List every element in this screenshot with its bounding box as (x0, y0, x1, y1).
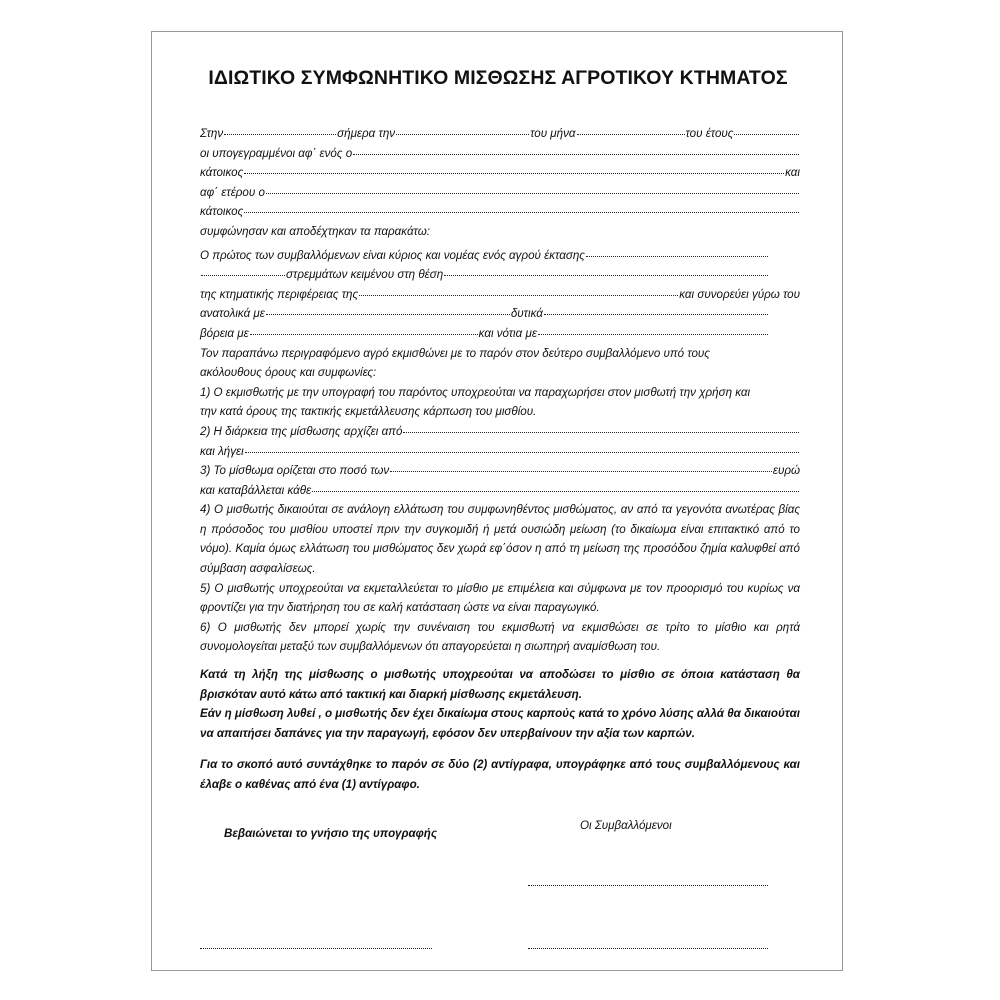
second-party-line: αφ΄ ετέρου ο (200, 183, 800, 203)
term-2-start-line: 2) Η διάρκεια της μίσθωσης αρχίζει από (200, 422, 800, 442)
property-area-line: Ο πρώτος των συμβαλλόμενων είναι κύριος και νομέας ενός αγρού έκτασης (200, 246, 800, 266)
first-residence-line: κάτοικος και (200, 166, 800, 180)
north-blank[interactable] (250, 333, 478, 335)
year-blank[interactable] (734, 133, 799, 135)
term-3-payment-line: και καταβάλλεται κάθε (200, 481, 800, 501)
payment-frequency-blank[interactable] (312, 490, 799, 492)
region-blank[interactable] (359, 294, 678, 296)
party-signature-line-2[interactable] (528, 947, 768, 949)
parties-label: Οι Συμβαλλόμενοι (580, 819, 672, 832)
document-title: ΙΔΙΩΤΙΚΟ ΣΥΜΦΩΝΗΤΙΚΟ ΜΙΣΘΩΣΗΣ ΑΓΡΟΤΙΚΟΥ ΚΤΗΜΑΤΟΣ (208, 67, 788, 89)
authenticity-label: Βεβαιώνεται το γνήσιο της υπογραφής (224, 827, 438, 840)
property-location-line: στρεμμάτων κειμένου στη θέση (200, 265, 800, 285)
agreement-line: συμφώνησαν και αποδέχτηκαν τα παρακάτω: (200, 224, 430, 238)
second-residence-blank[interactable] (244, 211, 799, 213)
stremmata-blank[interactable] (201, 274, 285, 276)
term-6: 6) Ο μισθωτής δεν μπορεί χωρίς την συνέναιση του εκμισθωτή να εκμισθώσει σε τρίτο το μίσθιο και ρητά συνομολογείται μεταξύ των συμβαλλόμενων ότι απαγορεύεται η σιωπηρή αναμίσθωση του. (200, 620, 800, 654)
term-1-line-1: 1) Ο εκμισθωτής με την υπογραφή του παρόντος υποχρεούται να παραχωρήσει στον μισθωτή την χρήση και (200, 385, 751, 399)
first-residence-blank[interactable] (244, 172, 784, 174)
area-blank[interactable] (586, 255, 768, 257)
term-3-amount-line: 3) Το μίσθωμα ορίζεται στο ποσό των ευρώ (200, 464, 800, 478)
south-blank[interactable] (538, 333, 768, 335)
west-blank[interactable] (544, 313, 768, 315)
start-date-blank[interactable] (403, 431, 799, 433)
authenticity-signature-line[interactable] (200, 947, 432, 949)
second-residence-line: κάτοικος (200, 202, 800, 222)
document-body (200, 124, 800, 795)
first-party-line: οι υπογεγραμμένοι αφ΄ ενός ο (200, 144, 800, 164)
east-blank[interactable] (266, 313, 510, 315)
closing-paragraph-1: Κατά τη λήξη της μίσθωσης ο μισθωτής υποχρεούται να αποδώσει το μίσθιο σε όποια κατάσταση θα βρισκόταν αυτό κάτω από τακτική και διαρκή μίσθωσης εκμετάλευση. (200, 668, 800, 701)
term-5: 5) Ο μισθωτής υποχρεούται να εκμεταλλεύεται το μίσθιο με επιμέλεια και σύμφωνα με τον προορισμό του κυρίως να φροντίζει για την διατήρηση του σε καλή κατάσταση ώστε να είναι παραγωγικό. (200, 581, 800, 615)
party-signature-line-1[interactable] (528, 884, 768, 886)
date-line: Στην σήμερα την του μήνα του έτους (200, 124, 800, 144)
closing-paragraph-3: Για το σκοπό αυτό συντάχθηκε το παρόν σε δύο (2) αντίγραφα, υπογράφηκε από τους συμβαλλόμενους και έλαβε ο καθένας από ένα (1) αντίγραφο. (200, 758, 800, 791)
location-blank[interactable] (444, 274, 768, 276)
day-blank[interactable] (396, 133, 529, 135)
property-region-line: της κτηματικής περιφέρειας της και συνορεύει γύρω του (200, 287, 800, 301)
first-party-blank[interactable] (353, 153, 799, 155)
terms-intro-1: Τον παραπάνω περιγραφόμενο αγρό εκμισθώνει με το παρόν στον δεύτερο συμβαλλόμενο υπό τους (200, 346, 710, 360)
end-date-blank[interactable] (245, 451, 799, 453)
terms-intro-2: ακόλουθους όρους και συμφωνίες: (200, 366, 377, 380)
east-west-line: ανατολικά με δυτικά (200, 304, 800, 324)
amount-blank[interactable] (390, 470, 772, 472)
closing-paragraph-2: Εάν η μίσθωση λυθεί , ο μισθωτής δεν έχει δικαίωμα στους καρπούς κατά το χρόνο λύσης αλλά θα δικαιούται να απαιτήσει δαπάνες για την παραγωγή, εφόσον δεν υπερβαίνουν την αξία των καρπών. (200, 707, 800, 740)
place-blank[interactable] (224, 133, 336, 135)
document-page (151, 31, 843, 971)
north-south-line: βόρεια με και νότια με (200, 324, 800, 344)
term-2-end-line: και λήγει (200, 442, 800, 462)
term-4: 4) Ο μισθωτής δικαιούται σε ανάλογη ελλάτωση του συμφωνηθέντος μισθώματος, αν από τα γεγονότα ανωτέρας βίας η πρόσοδος του μισθίου υποστεί πριν την συγκομιδή ή μετά ουσιώδη μείωση (το δικαίωμα είναι επιτακτικό από το νόμο). Καμία όμως ελλάτωση του μισθώματος δεν χωρά εφ΄όσον η από τη μείωση της προσόδου ζημία καλυφθεί από σύμβαση ασφαλίσεως. (200, 503, 800, 576)
second-party-blank[interactable] (266, 192, 799, 194)
term-1-line-2: την κατά όρους της τακτικής εκμετάλλευσης κάρπωση του μισθίου. (200, 405, 537, 419)
month-blank[interactable] (577, 133, 685, 135)
